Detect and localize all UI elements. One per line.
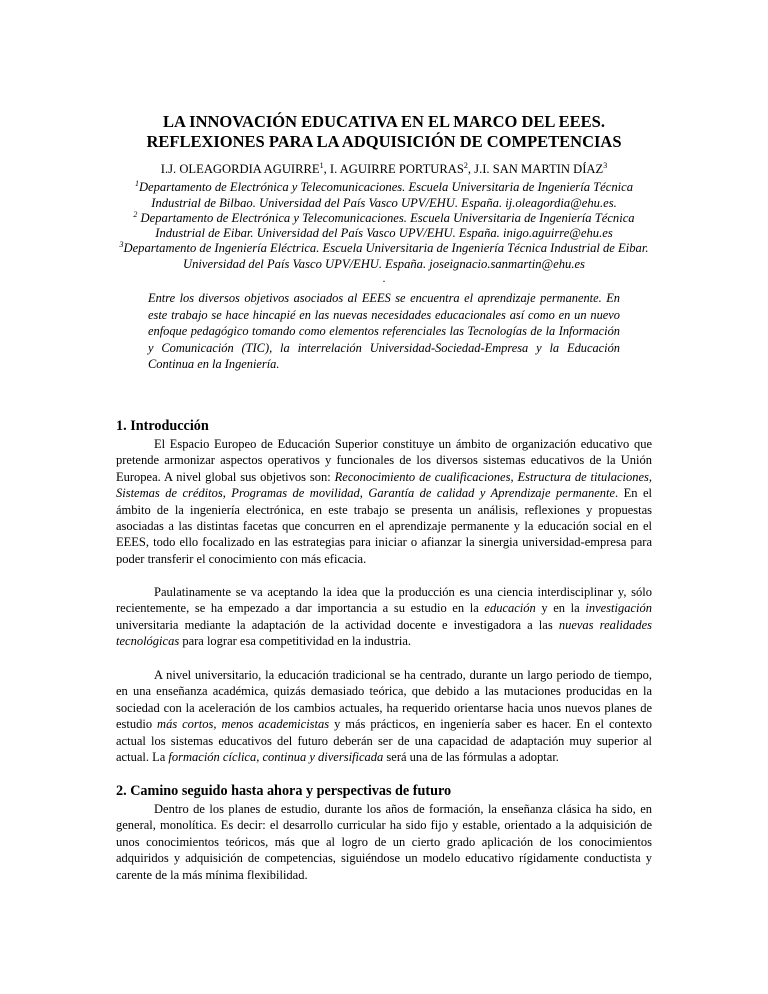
affiliation-3-line-2: Universidad del País Vasco UPV/EHU. España. joseignacio.sanmartin@ehu.es <box>183 257 585 271</box>
affiliation-3-sup: 3 <box>119 240 124 249</box>
affiliation-2-line-1: $^2$ Departamento de Electrónica y Telecomunicaciones. Escuela Universitaria de Ingeniería Técnica <box>133 210 635 225</box>
author-list: I.J. OLEAGORDIA AGUIRRE$^1$, I. AGUIRRE PORTURAS$^2$, J.I. SAN MARTIN DÍAZ$^3$ <box>160 161 608 176</box>
section-2-heading: 2. Camino seguido hasta ahora y perspectivas de futuro <box>116 783 452 799</box>
author-1-sup: 1 <box>319 161 324 170</box>
affiliation-3-line-1: $^3$Departamento de Ingeniería Eléctrica. Escuela Universitaria de Ingeniería Técnica Industrial de Eibar. <box>119 240 649 255</box>
author-3: J.I. SAN MARTIN DÍAZ <box>474 162 604 176</box>
affiliation-1-sup: 1 <box>134 179 139 188</box>
affiliation-1-line-1: $^1$Departamento de Electrónica y Telecomunicaciones. Escuela Universitaria de Ingeniería Técnica <box>134 179 634 194</box>
affiliation-2-line-2: Industrial de Eibar. Universidad del País Vasco UPV/EHU. España. inigo.aguirre@ehu.es <box>155 226 613 240</box>
abstract: Entre los diversos objetivos asociados al EEES se encuentra el aprendizaje permanente. En este trabajo se hace hincapié en las nuevas necesidades educacionales así como en un nuevo enfoque pedagógico tomando como elementos referenciales las Tecnologías de la Información y Comunicación (TIC), la interrelación Universidad-Sociedad-Empresa y la Educación Continua en la Ingeniería. <box>148 291 620 371</box>
author-2: I. AGUIRRE PORTURAS <box>329 162 464 176</box>
section-1-heading: 1. Introducción <box>116 418 209 434</box>
section-1-paragraph-2: Paulatinamente se va aceptando la idea que la producción es una ciencia interdisciplinar y, sólo recientemente, se ha empezado a dar importancia a su estudio en la educación y en la investigación universitaria mediante la adaptación de la actividad docente e investigadora a las nuevas realidades tecnológicas para lograr esa competitividad en la industria. <box>116 585 652 649</box>
section-1-paragraph-1: El Espacio Europeo de Educación Superior constituye un ámbito de organización educativo que pretende armonizar aspectos operativos y funcionales de los diversos sistemas educativos de la Unión Europea. A nivel global sus objetivos son: Reconocimiento de cualificaciones, Estructura de titulaciones, Sistemas de créditos, Programas de movilidad, Garantía de calidad y Aprendizaje permanente. En el ámbito de la ingeniería electrónica, en este trabajo se presenta un análisis, reflexiones y propuestas asociadas a las distintas facetas que concurren en el aprendizaje permanente y la educación social en el EEES, todo ello focalizado en las estrategias para iniciar o afianzar la sinergia universidad-empresa para poder transferir el conocimiento con más eficacia. <box>116 437 652 566</box>
author-2-sup: 2 <box>463 161 468 170</box>
section-1-paragraph-3: A nivel universitario, la educación tradicional se ha centrado, durante un largo periodo de tiempo, en una enseñanza académica, quizás demasiado teórica, que debido a las mutaciones producidas en la sociedad con la aceleración de los cambios actuales, ha requerido orientarse hacia unos nuevos planes de estudio más cortos, menos academicistas y más prácticos, en ingeniería saber es hacer. En el contexto actual los sistemas educativos del futuro deberán ser de una capacidad de adaptación muy superior al actual. La formación cíclica, continua y diversificada será una de las fórmulas a adoptar. <box>116 668 653 765</box>
author-1: I.J. OLEAGORDIA AGUIRRE <box>160 162 320 176</box>
section-2-paragraph-1: Dentro de los planes de estudio, durante los años de formación, la enseñanza clásica ha sido, en general, monolítica. Es decir: el desarrollo curricular ha sido fijo y estable, orientado a la adquisición de unos conocimientos teóricos, más que al logro de un cierto grado aplicación de los conocimientos adquiridos y adquisición de competencias, siguiéndose un modelo educativo rígidamente conductista y carente de la más mínima flexibilidad. <box>116 802 652 882</box>
affiliation-2-sup: 2 <box>133 210 138 219</box>
affiliation-1-line-2: Industrial de Bilbao. Universidad del País Vasco UPV/EHU. España. ij.oleagordia@ehu.es. <box>151 196 617 210</box>
paper-title-line-1: LA INNOVACIÓN EDUCATIVA EN EL MARCO DEL EEES. <box>163 112 605 131</box>
author-3-sup: 3 <box>603 161 608 170</box>
paper-title-line-2: REFLEXIONES PARA LA ADQUISICIÓN DE COMPETENCIAS <box>146 132 622 151</box>
separator-dot: . <box>382 271 386 285</box>
